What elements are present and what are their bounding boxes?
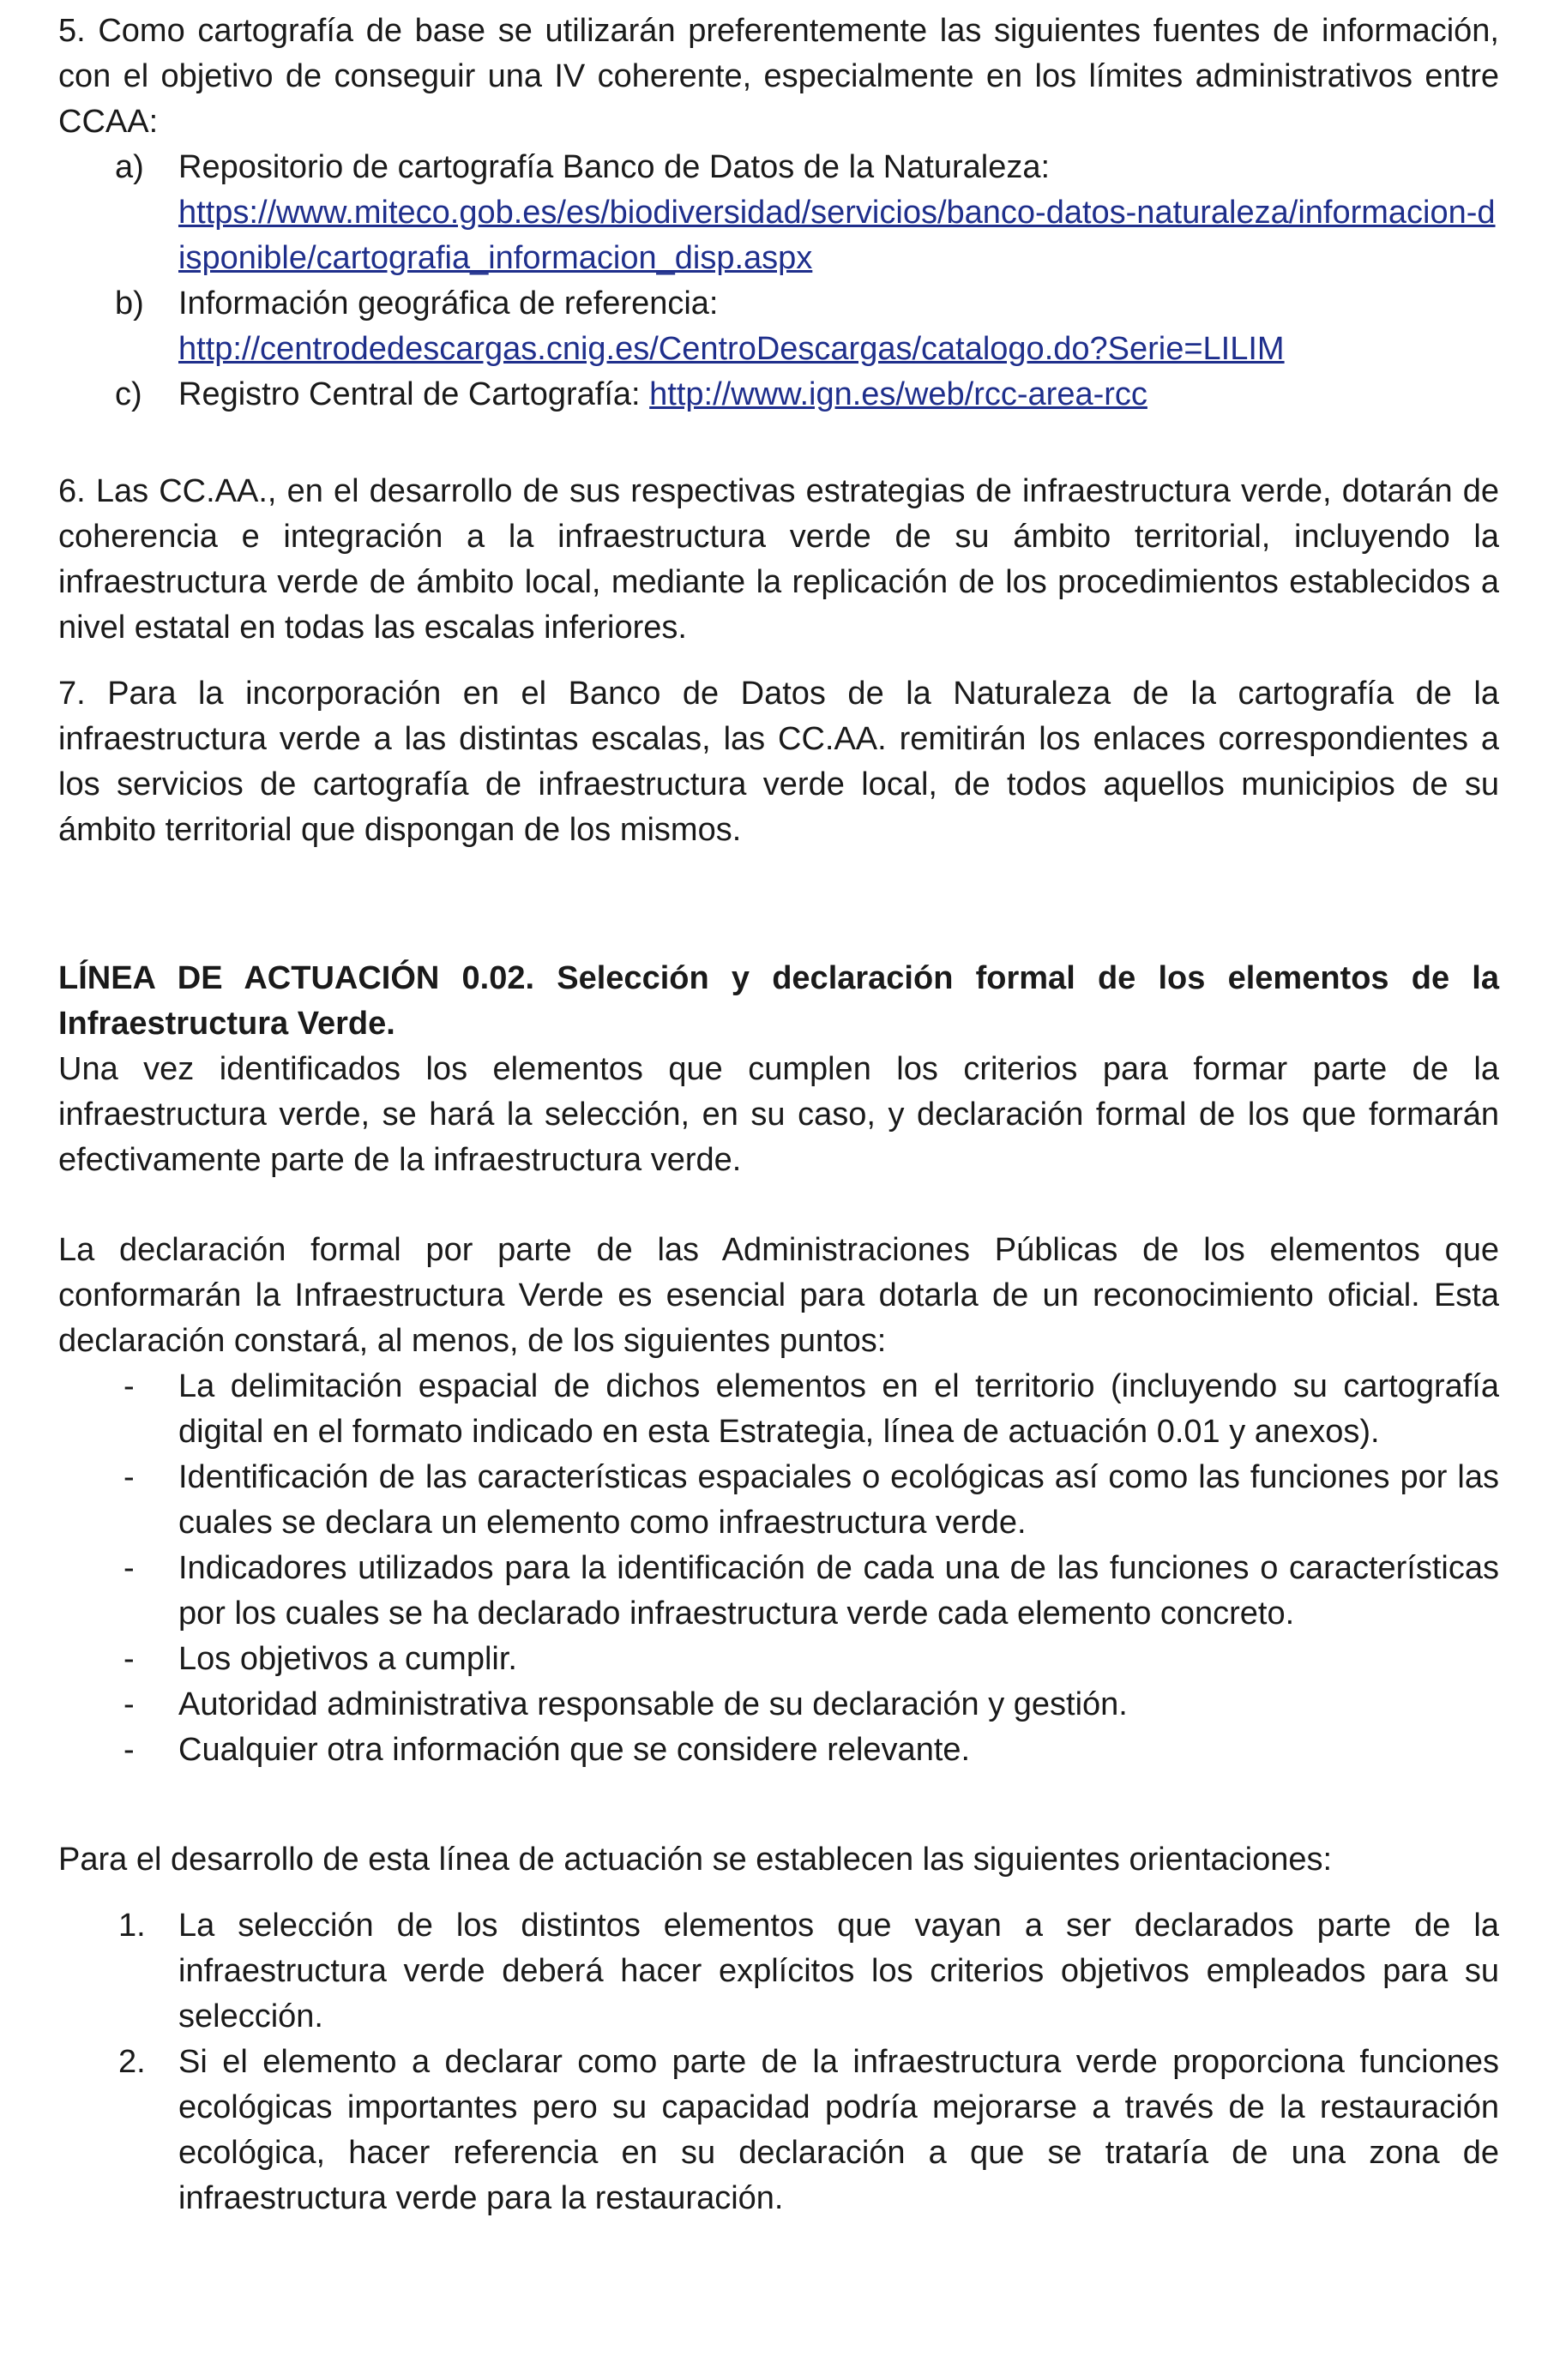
- cnig-link[interactable]: http://centrodedescargas.cnig.es/CentroDescargas/catalogo.do?Serie=LILIM: [178, 331, 1285, 367]
- declaration-point: [58, 1546, 1499, 1637]
- bullet-dash: -: [123, 1686, 135, 1722]
- source-label: Información geográfica de referencia:: [178, 285, 719, 322]
- document-page: [58, 9, 1499, 2221]
- source-marker: a): [115, 149, 144, 185]
- spacer: [58, 1773, 1499, 1837]
- source-label: Repositorio de cartografía Banco de Datos de la Naturaleza:: [178, 149, 1051, 185]
- orientation-text: La selección de los distintos elementos que vayan a ser declarados parte de la infraestructura verde deberá hacer explícitos los criterios objetivos empleados para su selección.: [178, 1908, 1499, 2034]
- declaration-point: [58, 1682, 1499, 1728]
- source-label: Registro Central de Cartografía:: [178, 376, 650, 412]
- declaration-point: [58, 1728, 1499, 1773]
- declaration-point-text: Autoridad administrativa responsable de su declaración y gestión.: [178, 1686, 1128, 1722]
- orientations-intro: Para el desarrollo de esta línea de actuación se establecen las siguientes orientaciones:: [58, 1842, 1333, 1878]
- section-5-intro: 5. Como cartografía de base se utilizarán preferentemente las siguientes fuentes de información, con el objetivo de conseguir una IV coherente, especialmente en los límites administrativos entre CCAA:: [58, 13, 1499, 140]
- orientation-item: [58, 1903, 1499, 2040]
- line-of-action-intro: Una vez identificados los elementos que cumplen los criterios para formar parte de la infraestructura verde, se hará la selección, en su caso, y declaración formal de los que formarán efectivamente parte de la infraestructura verde.: [58, 1051, 1499, 1178]
- spacer: [58, 1883, 1499, 1903]
- orientation-text: Si el elemento a declarar como parte de la infraestructura verde proporciona funciones ecológicas importantes pero su capacidad podría mejorarse a través de la restauración ecológica, hacer referencia en su declaración a que se trataría de una zona de infraestructura verde para la restauración.: [178, 2044, 1499, 2216]
- bullet-dash: -: [123, 1368, 135, 1404]
- declaration-point-text: Los objetivos a cumplir.: [178, 1641, 517, 1677]
- bullet-dash: -: [123, 1732, 135, 1768]
- bullet-dash: -: [123, 1459, 135, 1495]
- spacer: [58, 418, 1499, 469]
- orientation-number: 2.: [118, 2044, 146, 2080]
- spacer: [58, 1183, 1499, 1228]
- source-marker: b): [115, 285, 144, 322]
- source-item-b: [58, 281, 1499, 372]
- section-6-paragraph: 6. Las CC.AA., en el desarrollo de sus respectivas estrategias de infraestructura verde, dotarán de coherencia e integración a la infraestructura verde de su ámbito territorial, incluyendo la infraestructura verde de ámbito local, mediante la replicación de los procedimientos establecidos a nivel estatal en todas las escalas inferiores.: [58, 473, 1499, 646]
- spacer: [58, 651, 1499, 671]
- declaration-point: [58, 1637, 1499, 1682]
- source-item-c: [58, 372, 1499, 418]
- bullet-dash: -: [123, 1641, 135, 1677]
- declaration-point-text: Cualquier otra información que se considere relevante.: [178, 1732, 971, 1768]
- miteco-link[interactable]: https://www.miteco.gob.es/es/biodiversidad/servicios/banco-datos-naturaleza/informacion-disponible/cartografia_informacion_disp.aspx: [178, 195, 1496, 276]
- formal-declaration-paragraph: La declaración formal por parte de las Administraciones Públicas de los elementos que conformarán la Infraestructura Verde es esencial para dotarla de un reconocimiento oficial. Esta declaración constará, al menos, de los siguientes puntos:: [58, 1232, 1499, 1359]
- declaration-point-text: Identificación de las características espaciales o ecológicas así como las funciones por las cuales se declara un elemento como infraestructura verde.: [178, 1459, 1499, 1541]
- declaration-point: [58, 1455, 1499, 1546]
- source-marker: c): [115, 376, 142, 412]
- source-item-a: [58, 145, 1499, 281]
- declaration-point-text: La delimitación espacial de dichos elementos en el territorio (incluyendo su cartografía digital en el formato indicado en esta Estrategia, línea de actuación 0.01 y anexos).: [178, 1368, 1499, 1450]
- ign-link[interactable]: http://www.ign.es/web/rcc-area-rcc: [649, 376, 1147, 412]
- bullet-dash: -: [123, 1550, 135, 1586]
- line-of-action-heading: LÍNEA DE ACTUACIÓN 0.02. Selección y declaración formal de los elementos de la Infraestructura Verde.: [58, 960, 1499, 1042]
- orientation-item: [58, 2040, 1499, 2221]
- declaration-point-text: Indicadores utilizados para la identificación de cada una de las funciones o características por los cuales se ha declarado infraestructura verde cada elemento concreto.: [178, 1550, 1499, 1632]
- spacer: [58, 853, 1499, 956]
- orientation-number: 1.: [118, 1908, 146, 1944]
- section-7-paragraph: 7. Para la incorporación en el Banco de Datos de la Naturaleza de la cartografía de la infraestructura verde a las distintas escalas, las CC.AA. remitirán los enlaces correspondientes a los servicios de cartografía de infraestructura verde local, de todos aquellos municipios de su ámbito territorial que dispongan de los mismos.: [58, 676, 1499, 848]
- declaration-point: [58, 1364, 1499, 1455]
